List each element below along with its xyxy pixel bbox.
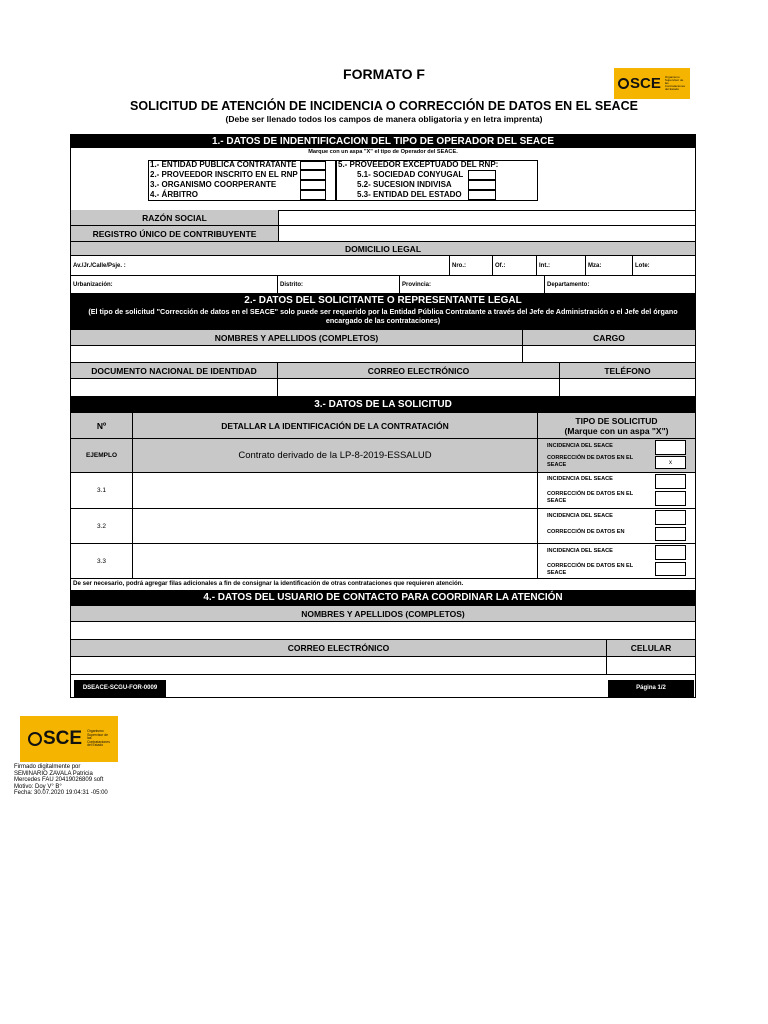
urbanizacion-field[interactable]: Urbanización: — [71, 276, 278, 294]
address-int-field[interactable]: Int.: — [537, 256, 586, 276]
contact-phone-label: CELULAR — [607, 640, 695, 657]
signature-line-4: Motivo: Doy V° B° — [14, 783, 62, 790]
row-3-2-correccion-label: CORRECCIÓN DE DATOS EN — [547, 529, 625, 535]
distrito-field[interactable]: Distrito: — [278, 276, 400, 294]
solicitante-names-field[interactable] — [71, 346, 523, 363]
row-3-3-detail[interactable] — [133, 544, 538, 579]
page-number: Página 1/2 — [608, 680, 694, 697]
row-3-1-number: 3.1 — [71, 473, 133, 509]
signature-logo-tagline: Organismo Supervisor de las Contrataciones del Estado — [87, 729, 110, 748]
row-3-2-incidencia-label: INCIDENCIA DEL SEACE — [547, 513, 613, 519]
signature-logo-ring-icon — [28, 732, 42, 746]
row-3-1-incidencia-checkbox[interactable] — [655, 474, 686, 489]
contact-names-field[interactable] — [71, 622, 695, 640]
operator-checkbox-2[interactable] — [300, 170, 326, 180]
col-number-header: Nº — [71, 413, 133, 439]
row-3-2-correccion-checkbox[interactable] — [655, 527, 686, 541]
solicitante-email-field[interactable] — [278, 379, 560, 397]
section1-header: 1.- DATOS DE INDENTIFICACION DEL TIPO DE OPERADOR DEL SEACE — [71, 135, 695, 148]
form-title: FORMATO F — [343, 66, 425, 82]
contact-names-label: NOMBRES Y APELLIDOS (COMPLETOS) — [71, 606, 695, 622]
dni-label: DOCUMENTO NACIONAL DE IDENTIDAD — [71, 363, 278, 379]
row-3-1-incidencia-label: INCIDENCIA DEL SEACE — [547, 476, 613, 482]
col-type-title: TIPO DE SOLICITUD — [575, 415, 658, 426]
solicitante-email-label: CORREO ELECTRÓNICO — [278, 363, 560, 379]
operator-checkbox-1[interactable] — [300, 161, 326, 170]
example-label: EJEMPLO — [71, 439, 133, 473]
operator-option-2: 2.- PROVEEDOR INSCRITO EN EL RNP — [150, 170, 298, 179]
section3-header: 3.- DATOS DE LA SOLICITUD — [71, 397, 695, 413]
row-3-2-detail[interactable] — [133, 509, 538, 544]
operator-option-3: 3.- ORGANISMO COORPERANTE — [150, 180, 277, 189]
row-3-2-number: 3.2 — [71, 509, 133, 544]
contact-email-field[interactable] — [71, 657, 607, 675]
operator-option-1: 1.- ENTIDAD PUBLICA CONTRATANTE — [150, 160, 297, 169]
address-office-field[interactable]: Of.: — [493, 256, 537, 276]
solicitante-phone-field[interactable] — [560, 379, 695, 397]
form-subtitle: SOLICITUD DE ATENCIÓN DE INCIDENCIA O CORRECCIÓN DE DATOS EN EL SEACE — [130, 99, 638, 113]
signature-line-1: Firmado digitalmente por — [14, 764, 81, 770]
operator-option-5-3: 5.3- ENTIDAD DEL ESTADO — [357, 190, 462, 199]
domicilio-label: DOMICILIO LEGAL — [71, 242, 695, 256]
row-3-3-correccion-label: CORRECCIÓN DE DATOS EN EL SEACE — [547, 563, 634, 576]
row-3-3-incidencia-checkbox[interactable] — [655, 545, 686, 560]
logo-ring-icon — [618, 78, 629, 89]
address-lote-field[interactable]: Lote: — [633, 256, 695, 276]
operator-checkbox-5-2[interactable] — [468, 180, 496, 190]
example-correccion-checkbox[interactable]: x — [655, 456, 686, 469]
signature-line-3: Mercedes FAU 20419026809 soft — [14, 777, 104, 783]
operator-checkbox-3[interactable] — [300, 180, 326, 190]
example-incidencia-label: INCIDENCIA DEL SEACE — [547, 443, 613, 449]
example-correccion-label: CORRECCIÓN DE DATOS EN EL SEACE — [547, 455, 634, 468]
osce-logo — [614, 68, 690, 99]
operator-instruction: Marque con un aspa "X" el tipo de Operador del SEACE. — [308, 149, 458, 155]
solicitante-cargo-field[interactable] — [523, 346, 695, 363]
logo-brand: SCE — [630, 75, 661, 92]
operator-checkbox-5-1[interactable] — [468, 170, 496, 180]
address-street-field[interactable]: Av./Jr./Calle/Psje. : — [71, 256, 450, 276]
col-type-header — [538, 413, 695, 439]
provincia-field[interactable]: Provincia: — [400, 276, 545, 294]
form-note: (Debe ser llenado todos los campos de manera obligatoria y en letra imprenta) — [225, 114, 543, 124]
dni-field[interactable] — [71, 379, 278, 397]
logo-tagline: Organismo Supervisor de las Contrataciones del Estado — [664, 74, 686, 92]
solicitante-names-label: NOMBRES Y APELLIDOS (COMPLETOS) — [71, 330, 523, 346]
ruc-label: REGISTRO ÚNICO DE CONTRIBUYENTE — [71, 226, 279, 242]
contact-phone-field[interactable] — [607, 657, 695, 675]
signature-logo-brand: SCE — [43, 728, 83, 749]
signature-line-2: SEMINARIO ZAVALA Patricia — [14, 770, 93, 777]
row-3-1-correccion-checkbox[interactable] — [655, 491, 686, 506]
razon-social-field[interactable] — [279, 210, 695, 226]
address-mza-field[interactable]: Mza: — [586, 256, 633, 276]
digital-signature — [14, 764, 108, 797]
solicitante-phone-label: TELÉFONO — [560, 363, 695, 379]
operator-option-4: 4.- ÁRBITRO — [150, 190, 198, 199]
row-3-2-incidencia-checkbox[interactable] — [655, 510, 686, 525]
col-detail-header: DETALLAR LA IDENTIFICACIÓN DE LA CONTRATACIÓN — [133, 413, 538, 439]
departamento-field[interactable]: Departamento: — [545, 276, 695, 294]
section3-footnote: De ser necesario, podrá agregar filas adicionales a fin de consignar la identificación de otras contrataciones que requieren atención. — [73, 580, 464, 587]
solicitante-cargo-label: CARGO — [523, 330, 695, 346]
section2-title: 2.- DATOS DEL SOLICITANTE O REPRESENTANTE LEGAL — [244, 295, 522, 306]
row-3-3-correccion-checkbox[interactable] — [655, 562, 686, 576]
contact-email-label: CORREO ELECTRÓNICO — [71, 640, 607, 657]
ruc-field[interactable] — [279, 226, 695, 242]
row-3-1-detail[interactable] — [133, 473, 538, 509]
form-code: DSEACE-SCGU-FOR-0009 — [74, 680, 166, 697]
row-3-1-correccion-label: CORRECCIÓN DE DATOS EN EL SEACE — [547, 491, 634, 504]
razon-social-label: RAZÓN SOCIAL — [71, 210, 279, 226]
address-number-field[interactable]: Nro.: — [450, 256, 493, 276]
section2-note: (El tipo de solicitud "Corrección de datos en el SEACE" solo puede ser requerido por la Entidad Pública Contratante a través del Jefe de Administración o el Jefe del órgano encargado de las contrataciones) — [88, 307, 678, 325]
operator-checkbox-5-3[interactable] — [468, 190, 496, 200]
row-3-3-number: 3.3 — [71, 544, 133, 579]
signature-logo — [20, 716, 118, 762]
operator-option-5-1: 5.1- SOCIEDAD CONYUGAL — [357, 170, 464, 179]
example-incidencia-checkbox[interactable] — [655, 440, 686, 455]
section4-header: 4.- DATOS DEL USUARIO DE CONTACTO PARA COORDINAR LA ATENCIÓN — [71, 590, 695, 606]
operator-option-5: 5.- PROVEEDOR EXCEPTUADO DEL RNP: — [338, 160, 499, 169]
operator-option-5-2: 5.2- SUCESION INDIVISA — [357, 180, 452, 189]
section2-header — [71, 294, 695, 330]
example-detail: Contrato derivado de la LP-8-2019-ESSALUD — [133, 439, 538, 473]
request-form — [70, 134, 696, 698]
row-3-3-incidencia-label: INCIDENCIA DEL SEACE — [547, 548, 613, 554]
signature-line-5: Fecha: 30.07.2020 19:04:31 -05:00 — [14, 790, 108, 796]
col-type-subtitle: (Marque con un aspa "X") — [564, 425, 669, 436]
operator-checkbox-4[interactable] — [300, 190, 326, 200]
